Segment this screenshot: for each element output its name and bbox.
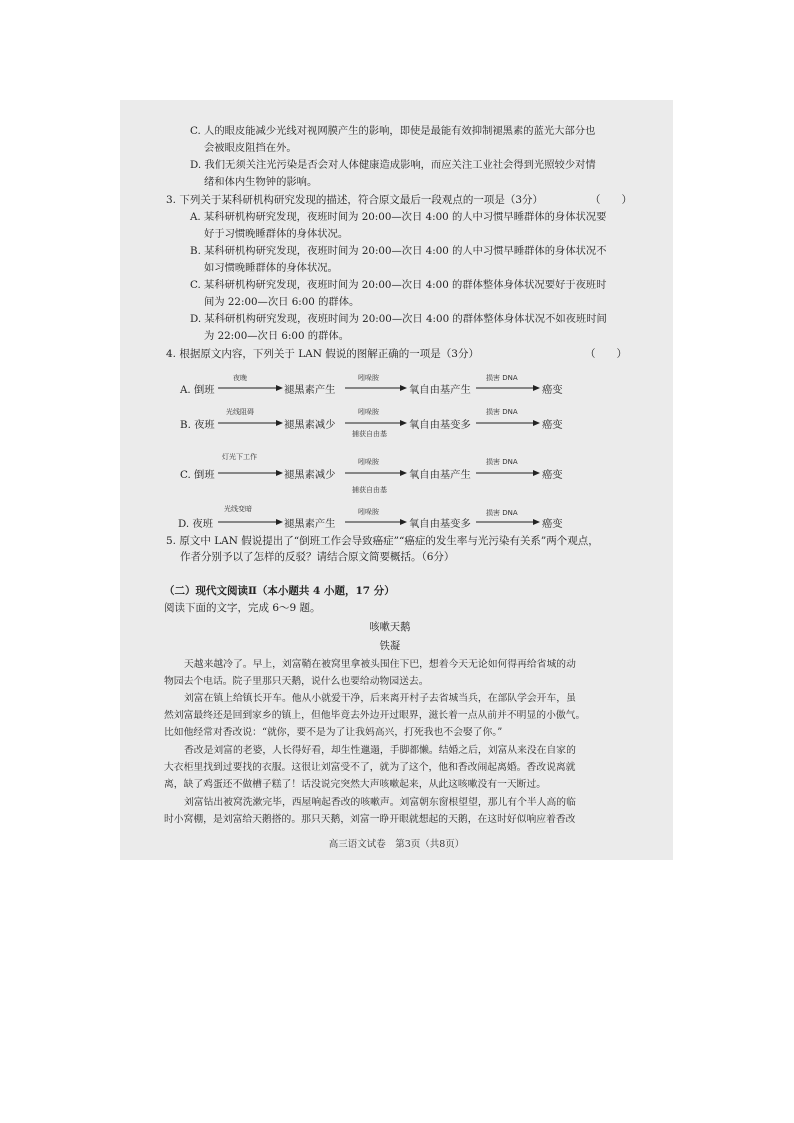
q4-answer-paren: （ ）: [585, 348, 627, 360]
q3-option-c-line2: 间为 22:00—次日 6:00 的群体。: [204, 296, 360, 308]
flow-b-start: B. 夜班: [180, 419, 215, 431]
flow-b-arrow2-sublabel: 捕获自由基: [352, 430, 387, 438]
story-line-7: 大衣柜里找到过要找的衣服。这很让刘富受不了，就为了这个，他和香改闹起离婚。香改说离就: [164, 762, 576, 773]
story-line-8: 离，缺了鸡蛋还不做槽子糕了！话没说完突然大声咳嗽起来，从此这咳嗽没有一天断过。: [164, 779, 547, 790]
q5-line2: 作者分别予以了怎样的反驳？请结合原文简要概括。（6分）: [180, 551, 455, 563]
flow-b-arrow1-label: 光线阻碍: [226, 408, 254, 416]
flow-b-node3: 氧自由基变多: [409, 419, 471, 431]
flow-b-node2: 褪黑素减少: [284, 419, 336, 431]
q3-option-d-line2: 为 22:00—次日 6:00 的群体。: [204, 330, 349, 342]
story-line-6: 香改是刘富的老婆，人长得好看，却生性邋遢，手脚都懒。结婚之后，刘富从来没在自家的: [184, 745, 576, 756]
page-footer: 高三语文试卷 第3页（共8页）: [328, 839, 465, 850]
story-line-10: 时小窝棚，是刘富给天鹅搭的。那只天鹅，刘富一睁开眼就想起的天鹅，在这时好似响应着香改: [164, 814, 576, 825]
flow-c-node3: 氧自由基产生: [409, 469, 471, 481]
flow-c-arrow1-label: 灯光下工作: [222, 453, 257, 461]
q2-option-c-line2: 会被眼皮阻挡在外。: [204, 142, 297, 154]
flow-d-arrow2-label: 吲哚胺: [358, 508, 379, 516]
story-author: 铁凝: [379, 640, 401, 652]
flow-d-node2: 褪黑素产生: [284, 518, 336, 530]
story-line-3: 刘富在镇上给镇长开车。他从小就爱干净，后来离开村子去省城当兵，在部队学会开车，虽: [184, 693, 576, 704]
story-line-4: 然刘富最终还是回到家乡的镇上，但他毕竟去外边开过眼界，滋长着一点从前并不明显的小傲气。: [164, 710, 586, 721]
story-line-5: 比如他经常对香改说：“就你，要不是为了让我妈高兴，打死我也不会娶了你。”: [164, 727, 503, 738]
section2-instruction: 阅读下面的文字，完成 6～9 题。: [164, 602, 321, 614]
flow-b-arrow3-label: 损害 DNA: [486, 408, 518, 416]
flow-a-node3: 氧自由基产生: [409, 384, 471, 396]
flow-d-end: 癌变: [542, 518, 563, 530]
flow-c-arrow2-sublabel: 捕获自由基: [352, 486, 387, 494]
flow-a-arrow1-label: 夜晚: [233, 374, 247, 382]
flow-b-end: 癌变: [542, 419, 563, 431]
exam-page-photo: [120, 100, 673, 860]
q2-option-d-line1: D. 我们无须关注光污染是否会对人体健康造成影响，而应关注工业社会得到光照较少对情: [190, 159, 596, 171]
q4-stem: 4. 根据原文内容，下列关于 LAN 假说的图解正确的一项是（3分）: [166, 348, 479, 360]
flow-a-arrow3-label: 损害 DNA: [486, 374, 518, 382]
story-title: 咳嗽天鹅: [369, 621, 411, 633]
flow-c-node2: 褪黑素减少: [284, 469, 336, 481]
q5-line1: 5. 原文中 LAN 假说提出了“倒班工作会导致癌症”“癌症的发生率与光污染有关系”两个观点，: [166, 535, 599, 547]
q3-option-d-line1: D. 某科研机构研究发现，夜班时间为 20:00—次日 4:00 的群体整体身体状况不如夜班时间: [190, 313, 607, 325]
q3-option-b-line2: 如习惯晚睡群体的身体状况。: [204, 262, 338, 274]
flow-d-arrow3-label: 损害 DNA: [486, 509, 518, 517]
story-line-1: 天越来越冷了。早上，刘富鞘在被窝里拿被头围住下巴，想着今天无论如何得再给省城的动: [184, 659, 576, 670]
flow-a-arrow2-label: 吲哚胺: [358, 374, 379, 382]
flow-a-node2: 褪黑素产生: [284, 384, 336, 396]
flow-a-end: 癌变: [542, 384, 563, 396]
q3-answer-paren: （ ）: [590, 194, 632, 206]
q2-option-d-line2: 绪和体内生物钟的影响。: [204, 176, 318, 188]
flow-a-start: A. 倒班: [180, 384, 215, 396]
q3-option-b-line1: B. 某科研机构研究发现，夜班时间为 20:00—次日 4:00 的人中习惯早睡群体的身体状况不: [190, 245, 607, 257]
flow-d-start: D. 夜班: [178, 518, 214, 530]
story-line-2: 物园去个电话。院子里那只天鹅，说什么也要给动物园送去。: [164, 676, 429, 687]
q2-option-c-line1: C. 人的眼皮能减少光线对视网膜产生的影响，即使是最能有效抑制褪黑素的蓝光大部分也: [190, 125, 596, 137]
q3-option-a-line2: 好于习惯晚睡群体的身体状况。: [204, 228, 349, 240]
q3-option-c-line1: C. 某科研机构研究发现，夜班时间为 20:00—次日 4:00 的群体整体身体状况要好于夜班时: [190, 279, 607, 291]
flow-c-arrow3-label: 损害 DNA: [486, 458, 518, 466]
flow-c-arrow2-label: 吲哚胺: [358, 458, 379, 466]
q3-option-a-line1: A. 某科研机构研究发现，夜班时间为 20:00—次日 4:00 的人中习惯早睡群体的身体状况要: [190, 211, 607, 223]
story-line-9: 刘富钻出被窝洗漱完毕，西屋响起香改的咳嗽声。刘富朝东窗根望望，那儿有个半人高的临: [184, 797, 576, 808]
flow-b-arrow2-label: 吲哚胺: [358, 408, 379, 416]
flow-c-start: C. 倒班: [180, 469, 215, 481]
section2-heading: （二）现代文阅读Ⅱ（本小题共 4 小题，17 分）: [164, 585, 395, 597]
flow-d-arrow1-label: 光线变暗: [224, 505, 252, 513]
q3-stem: 3. 下列关于某科研机构研究发现的描述，符合原文最后一段观点的一项是（3分）: [166, 194, 544, 206]
flow-c-end: 癌变: [542, 469, 563, 481]
flow-d-node3: 氧自由基变多: [409, 518, 471, 530]
